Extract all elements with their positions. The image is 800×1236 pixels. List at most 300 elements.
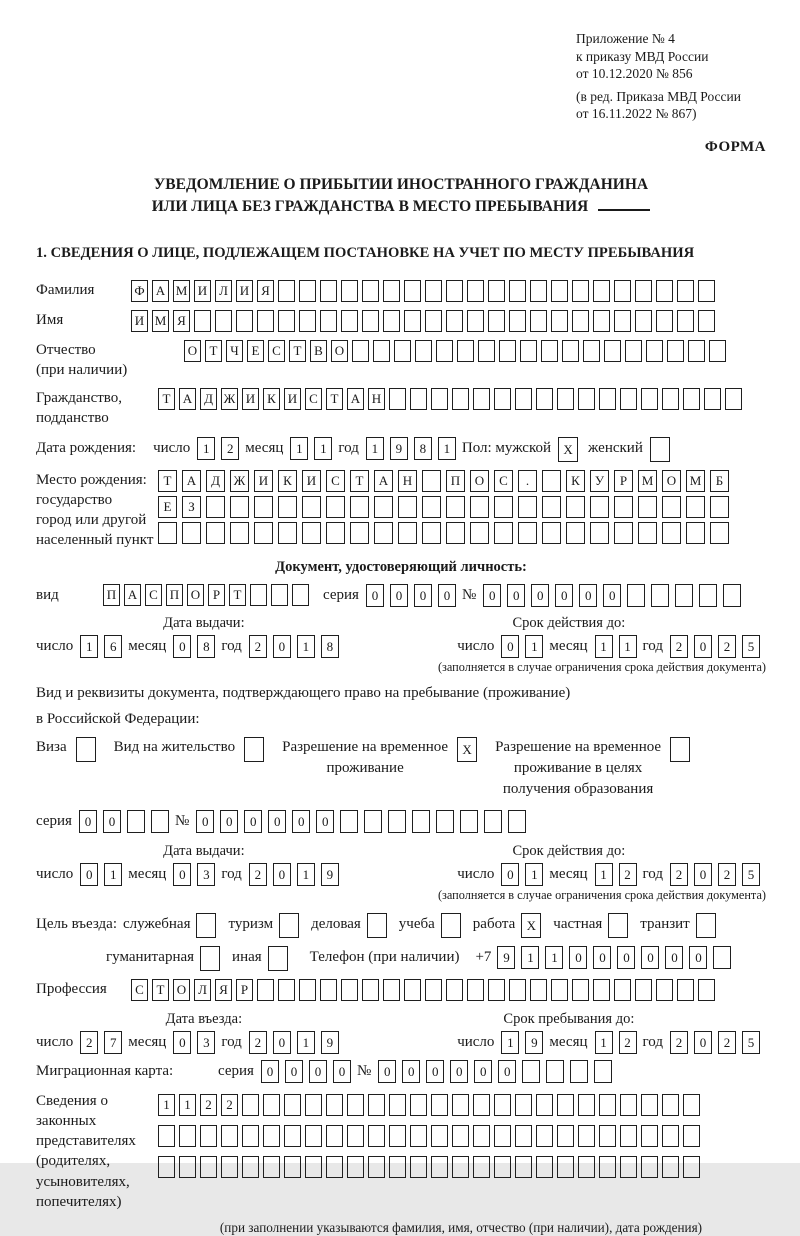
char-box[interactable]: А xyxy=(152,280,169,302)
char-box[interactable] xyxy=(670,737,690,762)
char-box[interactable] xyxy=(593,310,610,332)
char-box[interactable] xyxy=(473,1156,490,1178)
char-box[interactable] xyxy=(431,1125,448,1147)
char-box[interactable]: 8 xyxy=(197,635,215,658)
char-box[interactable] xyxy=(422,496,441,518)
char-box[interactable] xyxy=(362,280,379,302)
char-box[interactable] xyxy=(368,1094,385,1116)
char-box[interactable]: О xyxy=(470,470,489,492)
char-box[interactable]: Ф xyxy=(131,280,148,302)
char-box[interactable] xyxy=(572,310,589,332)
char-box[interactable]: М xyxy=(638,470,657,492)
char-box[interactable] xyxy=(566,496,585,518)
char-box[interactable] xyxy=(578,1125,595,1147)
char-box[interactable] xyxy=(518,522,537,544)
char-box[interactable] xyxy=(158,1156,175,1178)
char-box[interactable]: 1 xyxy=(521,946,539,969)
char-box[interactable] xyxy=(383,310,400,332)
char-box[interactable]: 8 xyxy=(414,437,432,460)
char-box[interactable] xyxy=(509,280,526,302)
char-box[interactable]: 8 xyxy=(321,635,339,658)
char-box[interactable] xyxy=(398,522,417,544)
char-box[interactable] xyxy=(431,1094,448,1116)
char-box[interactable]: Т xyxy=(229,584,246,606)
char-box[interactable] xyxy=(320,979,337,1001)
char-box[interactable] xyxy=(457,340,474,362)
char-box[interactable] xyxy=(518,496,537,518)
char-box[interactable] xyxy=(350,496,369,518)
char-box[interactable] xyxy=(250,584,267,606)
char-box[interactable] xyxy=(374,496,393,518)
char-box[interactable] xyxy=(446,280,463,302)
char-box[interactable] xyxy=(425,280,442,302)
blank-underline[interactable] xyxy=(598,197,650,211)
char-box[interactable] xyxy=(352,340,369,362)
char-box[interactable] xyxy=(242,1094,259,1116)
char-box[interactable] xyxy=(520,340,537,362)
char-box[interactable] xyxy=(215,310,232,332)
char-box[interactable] xyxy=(698,280,715,302)
char-box[interactable]: Т xyxy=(152,979,169,1001)
char-box[interactable]: И xyxy=(254,470,273,492)
char-box[interactable] xyxy=(662,1156,679,1178)
char-box[interactable]: 0 xyxy=(261,1060,279,1083)
char-box[interactable]: 0 xyxy=(579,584,597,607)
char-box[interactable] xyxy=(542,496,561,518)
char-box[interactable] xyxy=(292,584,309,606)
char-box[interactable] xyxy=(268,946,288,971)
char-box[interactable]: 0 xyxy=(366,584,384,607)
char-box[interactable] xyxy=(254,496,273,518)
char-box[interactable]: Р xyxy=(614,470,633,492)
char-box[interactable] xyxy=(614,979,631,1001)
char-box[interactable] xyxy=(436,810,454,833)
char-box[interactable] xyxy=(620,388,637,410)
char-box[interactable] xyxy=(515,388,532,410)
char-box[interactable] xyxy=(494,1125,511,1147)
char-box[interactable]: 0 xyxy=(402,1060,420,1083)
char-box[interactable]: 1 xyxy=(525,863,543,886)
char-box[interactable]: А xyxy=(347,388,364,410)
char-box[interactable] xyxy=(494,496,513,518)
char-box[interactable]: С xyxy=(131,979,148,1001)
char-box[interactable] xyxy=(368,1156,385,1178)
char-box[interactable] xyxy=(599,1094,616,1116)
char-box[interactable] xyxy=(593,280,610,302)
char-box[interactable] xyxy=(326,1094,343,1116)
char-box[interactable] xyxy=(383,280,400,302)
char-box[interactable] xyxy=(431,1156,448,1178)
char-box[interactable]: С xyxy=(305,388,322,410)
char-box[interactable]: Т xyxy=(289,340,306,362)
char-box[interactable]: С xyxy=(268,340,285,362)
char-box[interactable] xyxy=(578,388,595,410)
char-box[interactable]: 0 xyxy=(689,946,707,969)
char-box[interactable] xyxy=(696,913,716,938)
char-box[interactable]: О xyxy=(187,584,204,606)
char-box[interactable]: 1 xyxy=(80,635,98,658)
char-box[interactable]: 0 xyxy=(173,1031,191,1054)
char-box[interactable] xyxy=(683,388,700,410)
char-box[interactable] xyxy=(347,1156,364,1178)
char-box[interactable] xyxy=(641,1125,658,1147)
char-box[interactable] xyxy=(651,584,669,607)
char-box[interactable] xyxy=(572,280,589,302)
char-box[interactable] xyxy=(347,1125,364,1147)
char-box[interactable]: Р xyxy=(208,584,225,606)
char-box[interactable]: Д xyxy=(200,388,217,410)
char-box[interactable] xyxy=(494,1094,511,1116)
char-box[interactable] xyxy=(646,340,663,362)
char-box[interactable]: М xyxy=(173,280,190,302)
char-box[interactable]: Я xyxy=(173,310,190,332)
char-box[interactable]: 2 xyxy=(718,1031,736,1054)
char-box[interactable] xyxy=(494,388,511,410)
char-box[interactable]: 1 xyxy=(525,635,543,658)
char-box[interactable] xyxy=(299,979,316,1001)
char-box[interactable] xyxy=(499,340,516,362)
char-box[interactable] xyxy=(594,1060,612,1083)
char-box[interactable]: И xyxy=(131,310,148,332)
char-box[interactable]: 1 xyxy=(314,437,332,460)
char-box[interactable]: X xyxy=(521,913,541,938)
char-box[interactable]: 1 xyxy=(619,635,637,658)
char-box[interactable] xyxy=(710,522,729,544)
char-box[interactable] xyxy=(404,310,421,332)
char-box[interactable]: 0 xyxy=(196,810,214,833)
char-box[interactable] xyxy=(278,979,295,1001)
char-box[interactable] xyxy=(305,1125,322,1147)
char-box[interactable] xyxy=(182,522,201,544)
char-box[interactable] xyxy=(200,1125,217,1147)
char-box[interactable] xyxy=(635,310,652,332)
char-box[interactable]: 3 xyxy=(197,1031,215,1054)
char-box[interactable] xyxy=(244,737,264,762)
char-box[interactable] xyxy=(415,340,432,362)
char-box[interactable]: 2 xyxy=(619,863,637,886)
char-box[interactable]: 1 xyxy=(438,437,456,460)
char-box[interactable] xyxy=(452,388,469,410)
char-box[interactable]: М xyxy=(686,470,705,492)
char-box[interactable] xyxy=(431,388,448,410)
char-box[interactable] xyxy=(638,522,657,544)
char-box[interactable] xyxy=(662,1094,679,1116)
char-box[interactable] xyxy=(614,280,631,302)
char-box[interactable] xyxy=(656,979,673,1001)
char-box[interactable] xyxy=(230,522,249,544)
char-box[interactable]: 2 xyxy=(200,1094,217,1116)
char-box[interactable]: 0 xyxy=(450,1060,468,1083)
char-box[interactable] xyxy=(608,913,628,938)
char-box[interactable] xyxy=(473,1094,490,1116)
char-box[interactable] xyxy=(478,340,495,362)
char-box[interactable] xyxy=(662,388,679,410)
char-box[interactable] xyxy=(470,496,489,518)
char-box[interactable]: Е xyxy=(247,340,264,362)
char-box[interactable] xyxy=(578,1094,595,1116)
char-box[interactable] xyxy=(656,310,673,332)
char-box[interactable]: З xyxy=(182,496,201,518)
char-box[interactable] xyxy=(446,979,463,1001)
char-box[interactable]: 9 xyxy=(321,863,339,886)
char-box[interactable] xyxy=(572,979,589,1001)
char-box[interactable] xyxy=(515,1094,532,1116)
char-box[interactable] xyxy=(515,1125,532,1147)
char-box[interactable] xyxy=(452,1125,469,1147)
char-box[interactable] xyxy=(530,979,547,1001)
char-box[interactable]: 5 xyxy=(742,863,760,886)
char-box[interactable] xyxy=(179,1125,196,1147)
char-box[interactable] xyxy=(460,810,478,833)
char-box[interactable]: X xyxy=(457,737,477,762)
char-box[interactable]: 2 xyxy=(249,1031,267,1054)
char-box[interactable] xyxy=(530,280,547,302)
char-box[interactable] xyxy=(341,310,358,332)
char-box[interactable] xyxy=(341,280,358,302)
char-box[interactable]: 2 xyxy=(619,1031,637,1054)
char-box[interactable] xyxy=(263,1125,280,1147)
char-box[interactable] xyxy=(410,1125,427,1147)
char-box[interactable] xyxy=(425,979,442,1001)
char-box[interactable] xyxy=(488,310,505,332)
char-box[interactable]: 0 xyxy=(694,1031,712,1054)
char-box[interactable] xyxy=(299,280,316,302)
char-box[interactable] xyxy=(710,496,729,518)
char-box[interactable]: П xyxy=(166,584,183,606)
char-box[interactable]: И xyxy=(236,280,253,302)
char-box[interactable]: 1 xyxy=(297,1031,315,1054)
char-box[interactable]: 2 xyxy=(718,635,736,658)
char-box[interactable] xyxy=(536,388,553,410)
char-box[interactable]: 5 xyxy=(742,635,760,658)
char-box[interactable] xyxy=(557,388,574,410)
char-box[interactable]: 1 xyxy=(179,1094,196,1116)
char-box[interactable]: 1 xyxy=(595,1031,613,1054)
char-box[interactable]: Я xyxy=(215,979,232,1001)
char-box[interactable]: О xyxy=(662,470,681,492)
char-box[interactable] xyxy=(367,913,387,938)
char-box[interactable] xyxy=(557,1156,574,1178)
char-box[interactable] xyxy=(620,1125,637,1147)
char-box[interactable] xyxy=(194,310,211,332)
char-box[interactable] xyxy=(541,340,558,362)
char-box[interactable]: Б xyxy=(710,470,729,492)
char-box[interactable] xyxy=(412,810,430,833)
char-box[interactable] xyxy=(599,1156,616,1178)
char-box[interactable] xyxy=(410,1156,427,1178)
char-box[interactable] xyxy=(388,810,406,833)
char-box[interactable] xyxy=(604,340,621,362)
char-box[interactable] xyxy=(522,1060,540,1083)
char-box[interactable]: 0 xyxy=(173,635,191,658)
char-box[interactable]: 0 xyxy=(593,946,611,969)
char-box[interactable] xyxy=(704,388,721,410)
char-box[interactable] xyxy=(221,1156,238,1178)
char-box[interactable] xyxy=(257,979,274,1001)
char-box[interactable]: А xyxy=(182,470,201,492)
char-box[interactable]: О xyxy=(173,979,190,1001)
char-box[interactable] xyxy=(326,1125,343,1147)
char-box[interactable] xyxy=(713,946,731,969)
char-box[interactable] xyxy=(242,1125,259,1147)
char-box[interactable] xyxy=(509,310,526,332)
char-box[interactable] xyxy=(242,1156,259,1178)
char-box[interactable]: 2 xyxy=(670,1031,688,1054)
char-box[interactable] xyxy=(278,280,295,302)
char-box[interactable] xyxy=(566,522,585,544)
char-box[interactable]: 0 xyxy=(268,810,286,833)
char-box[interactable]: 0 xyxy=(80,863,98,886)
char-box[interactable]: Ж xyxy=(230,470,249,492)
char-box[interactable] xyxy=(425,310,442,332)
char-box[interactable] xyxy=(599,1125,616,1147)
char-box[interactable] xyxy=(599,388,616,410)
char-box[interactable] xyxy=(536,1094,553,1116)
char-box[interactable] xyxy=(364,810,382,833)
char-box[interactable]: И xyxy=(194,280,211,302)
char-box[interactable]: 0 xyxy=(244,810,262,833)
char-box[interactable]: 0 xyxy=(694,863,712,886)
char-box[interactable] xyxy=(473,1125,490,1147)
char-box[interactable] xyxy=(677,310,694,332)
char-box[interactable] xyxy=(578,1156,595,1178)
char-box[interactable] xyxy=(436,340,453,362)
char-box[interactable] xyxy=(470,522,489,544)
char-box[interactable] xyxy=(368,1125,385,1147)
char-box[interactable] xyxy=(667,340,684,362)
char-box[interactable]: И xyxy=(242,388,259,410)
char-box[interactable] xyxy=(347,1094,364,1116)
char-box[interactable]: 0 xyxy=(414,584,432,607)
char-box[interactable] xyxy=(206,496,225,518)
char-box[interactable]: 0 xyxy=(390,584,408,607)
char-box[interactable] xyxy=(398,496,417,518)
char-box[interactable] xyxy=(635,280,652,302)
char-box[interactable] xyxy=(158,522,177,544)
char-box[interactable] xyxy=(509,979,526,1001)
char-box[interactable]: 0 xyxy=(426,1060,444,1083)
char-box[interactable]: 0 xyxy=(173,863,191,886)
char-box[interactable] xyxy=(641,1156,658,1178)
char-box[interactable] xyxy=(557,1125,574,1147)
char-box[interactable]: 1 xyxy=(595,863,613,886)
char-box[interactable]: С xyxy=(494,470,513,492)
char-box[interactable] xyxy=(410,388,427,410)
char-box[interactable] xyxy=(452,1094,469,1116)
char-box[interactable]: . xyxy=(518,470,537,492)
char-box[interactable]: 0 xyxy=(292,810,310,833)
char-box[interactable]: 7 xyxy=(104,1031,122,1054)
char-box[interactable] xyxy=(557,1094,574,1116)
char-box[interactable] xyxy=(410,1094,427,1116)
char-box[interactable] xyxy=(446,522,465,544)
char-box[interactable]: 0 xyxy=(438,584,456,607)
char-box[interactable]: 5 xyxy=(742,1031,760,1054)
char-box[interactable]: 0 xyxy=(273,1031,291,1054)
char-box[interactable] xyxy=(350,522,369,544)
char-box[interactable] xyxy=(446,496,465,518)
char-box[interactable] xyxy=(683,1125,700,1147)
char-box[interactable] xyxy=(206,522,225,544)
char-box[interactable] xyxy=(530,310,547,332)
char-box[interactable] xyxy=(590,496,609,518)
char-box[interactable] xyxy=(305,1094,322,1116)
char-box[interactable]: Е xyxy=(158,496,177,518)
char-box[interactable] xyxy=(221,1125,238,1147)
char-box[interactable] xyxy=(635,979,652,1001)
char-box[interactable]: 0 xyxy=(665,946,683,969)
char-box[interactable]: 0 xyxy=(79,810,97,833)
char-box[interactable] xyxy=(320,310,337,332)
char-box[interactable]: Т xyxy=(350,470,369,492)
char-box[interactable]: 2 xyxy=(249,863,267,886)
char-box[interactable]: 1 xyxy=(104,863,122,886)
char-box[interactable] xyxy=(536,1156,553,1178)
char-box[interactable] xyxy=(279,913,299,938)
char-box[interactable] xyxy=(284,1125,301,1147)
char-box[interactable] xyxy=(263,1156,280,1178)
char-box[interactable]: 2 xyxy=(670,863,688,886)
char-box[interactable] xyxy=(76,737,96,762)
char-box[interactable]: X xyxy=(558,437,578,462)
char-box[interactable] xyxy=(326,1156,343,1178)
char-box[interactable] xyxy=(257,310,274,332)
char-box[interactable]: 0 xyxy=(555,584,573,607)
char-box[interactable]: А xyxy=(179,388,196,410)
char-box[interactable]: 0 xyxy=(103,810,121,833)
char-box[interactable] xyxy=(494,1156,511,1178)
char-box[interactable] xyxy=(299,310,316,332)
char-box[interactable]: Т xyxy=(158,470,177,492)
char-box[interactable]: 0 xyxy=(501,863,519,886)
char-box[interactable] xyxy=(641,388,658,410)
char-box[interactable]: 9 xyxy=(390,437,408,460)
char-box[interactable] xyxy=(698,310,715,332)
char-box[interactable]: 0 xyxy=(316,810,334,833)
char-box[interactable]: А xyxy=(124,584,141,606)
char-box[interactable] xyxy=(271,584,288,606)
char-box[interactable]: 1 xyxy=(197,437,215,460)
char-box[interactable] xyxy=(562,340,579,362)
char-box[interactable]: 0 xyxy=(603,584,621,607)
char-box[interactable] xyxy=(383,979,400,1001)
char-box[interactable] xyxy=(151,810,169,833)
char-box[interactable] xyxy=(488,280,505,302)
char-box[interactable] xyxy=(467,280,484,302)
char-box[interactable]: 2 xyxy=(249,635,267,658)
char-box[interactable] xyxy=(683,1094,700,1116)
char-box[interactable]: О xyxy=(184,340,201,362)
char-box[interactable]: 0 xyxy=(507,584,525,607)
char-box[interactable]: И xyxy=(284,388,301,410)
char-box[interactable] xyxy=(542,522,561,544)
char-box[interactable]: Я xyxy=(257,280,274,302)
char-box[interactable]: П xyxy=(446,470,465,492)
char-box[interactable] xyxy=(326,522,345,544)
char-box[interactable] xyxy=(551,979,568,1001)
char-box[interactable]: 1 xyxy=(158,1094,175,1116)
char-box[interactable]: 9 xyxy=(321,1031,339,1054)
char-box[interactable]: 0 xyxy=(694,635,712,658)
char-box[interactable] xyxy=(614,310,631,332)
char-box[interactable] xyxy=(683,1156,700,1178)
char-box[interactable] xyxy=(389,1125,406,1147)
char-box[interactable] xyxy=(662,1125,679,1147)
char-box[interactable] xyxy=(441,913,461,938)
char-box[interactable]: К xyxy=(263,388,280,410)
char-box[interactable] xyxy=(542,470,561,492)
char-box[interactable] xyxy=(305,1156,322,1178)
